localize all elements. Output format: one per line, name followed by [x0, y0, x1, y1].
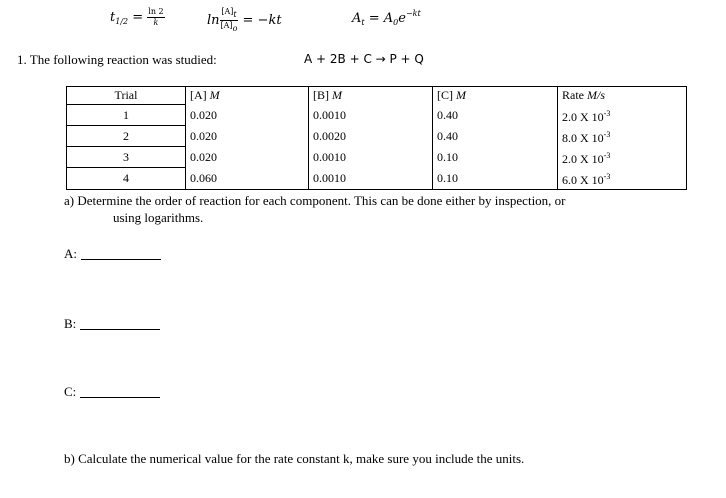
conc-b-cell: 0.0010 [309, 168, 433, 190]
header-c: [C] M [433, 87, 558, 105]
conc-a-cell: 0.020 [186, 105, 309, 126]
part-a-prompt: a) Determine the order of reaction for each component. This can be done either by inspection, or [64, 193, 566, 208]
table-row [67, 147, 687, 168]
conc-b-cell: 0.0020 [309, 126, 433, 147]
exponential-decay-formula: $A_t = A_0e^{-kt}$ [352, 9, 421, 27]
header-a: [A] M [186, 87, 309, 105]
part-a-prompt-continued: using logarithms. [113, 210, 204, 225]
answer-a-blank[interactable] [81, 258, 161, 260]
header-rate: Rate M/s [558, 87, 687, 105]
trial-cell: 2 [67, 126, 186, 147]
conc-c-cell: 0.10 [433, 147, 558, 168]
table-row [67, 105, 687, 126]
answer-b-blank[interactable] [80, 328, 160, 330]
trial-cell: 4 [67, 168, 186, 190]
header-b: [B] M [309, 87, 433, 105]
rate-cell: 2.0 X $10^{-3}$ [558, 105, 687, 126]
half-life-formula: $t_{1/2}$ = $\frac{\ln 2}{k}$ [110, 7, 164, 27]
answer-a-label: A: [64, 246, 77, 261]
answer-c [64, 384, 160, 400]
conc-b-cell: 0.0010 [309, 147, 433, 168]
reaction-equation: A + 2B + C → P + Q [304, 52, 424, 66]
conc-c-cell: 0.40 [433, 105, 558, 126]
table-row [67, 168, 687, 190]
rate-cell: 8.0 X $10^{-3}$ [558, 126, 687, 147]
header-trial: Trial [67, 87, 186, 105]
answer-a [64, 246, 161, 262]
answer-c-label: C: [64, 384, 77, 399]
answer-b-label: B: [64, 316, 77, 331]
conc-a-cell: 0.060 [186, 168, 309, 190]
conc-a-cell: 0.020 [186, 126, 309, 147]
trial-cell: 3 [67, 147, 186, 168]
table-header-row [67, 87, 687, 105]
rate-cell: 6.0 X $10^{-3}$ [558, 168, 687, 190]
rate-cell: 2.0 X $10^{-3}$ [558, 147, 687, 168]
answer-b [64, 316, 160, 332]
table-row [67, 126, 687, 147]
conc-b-cell: 0.0010 [309, 105, 433, 126]
conc-c-cell: 0.10 [433, 168, 558, 190]
question-intro: 1. The following reaction was studied: [17, 52, 217, 67]
trial-cell: 1 [67, 105, 186, 126]
part-b-prompt: b) Calculate the numerical value for the rate constant k, make sure you include the units. [64, 451, 525, 466]
answer-c-blank[interactable] [80, 396, 160, 398]
log-rate-formula: ln $\frac{[A]t}{[A]o}$ = −kt [207, 7, 282, 33]
conc-c-cell: 0.40 [433, 126, 558, 147]
kinetics-data-table [66, 86, 687, 190]
conc-a-cell: 0.020 [186, 147, 309, 168]
